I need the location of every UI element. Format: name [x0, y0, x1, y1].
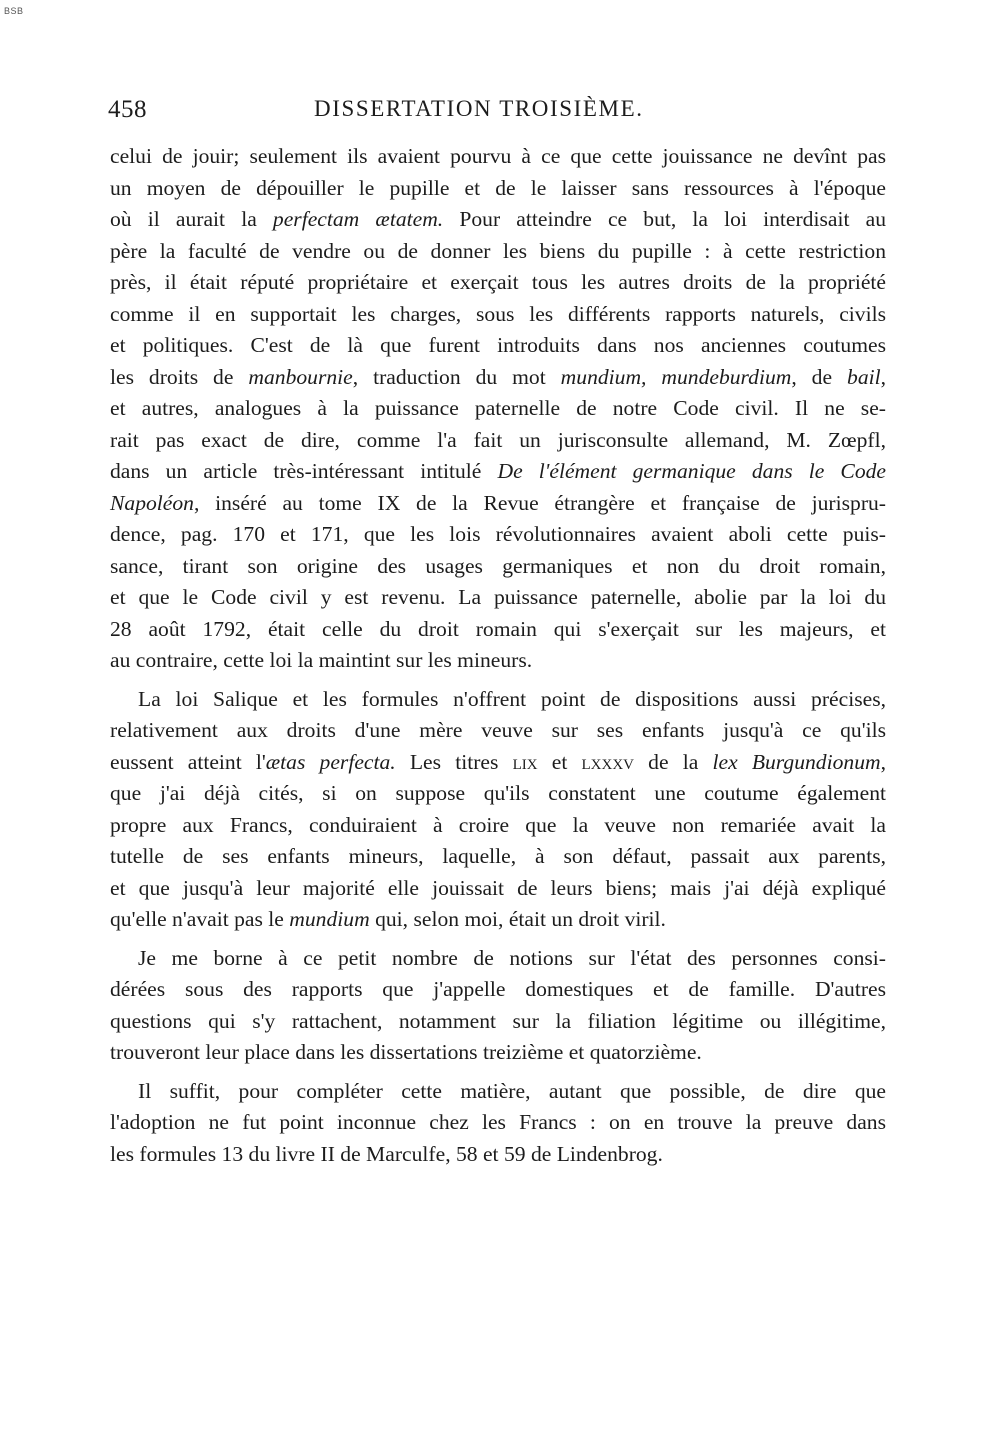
text-segment: propre aux Francs, conduiraient à croire que la veuve non remariée avait la: [110, 812, 886, 837]
text-line: [110, 1076, 886, 1108]
text-line: [110, 1107, 886, 1139]
text-segment: Pour atteindre ce but, la loi interdisait au: [443, 207, 886, 231]
paragraph: [110, 684, 886, 936]
text-line: [110, 684, 886, 716]
paragraph: [110, 943, 886, 1069]
text-line: [110, 943, 886, 975]
text-line: [110, 141, 886, 173]
text-segment: les droits de: [110, 364, 249, 389]
text-segment: dans un article très-intéressant intitulé: [110, 459, 498, 483]
italic-text: lex Burgundionum: [712, 749, 881, 774]
library-stamp: BSB: [4, 6, 24, 16]
text-line: [110, 551, 886, 583]
text-line: [110, 236, 886, 268]
running-title: DISSERTATION TROISIÈME.: [314, 96, 644, 121]
body-text: [110, 141, 886, 1170]
text-line: [110, 645, 886, 677]
text-line: [110, 362, 886, 394]
text-segment: père la faculté de vendre ou de donner les biens du pupille : à cette restriction: [110, 238, 886, 263]
text-line: [110, 519, 886, 551]
text-segment: , traduction du mot: [352, 364, 561, 389]
text-line: [110, 810, 886, 842]
text-segment: et que jusqu'à leur majorité elle jouissait de leurs biens; mais j'ai déjà expliqué: [110, 875, 886, 900]
text-segment: sance, tirant son origine des usages germaniques et non du droit romain,: [110, 553, 886, 578]
text-segment: Il suffit, pour compléter cette matière, autant que possible, de dire que: [138, 1078, 886, 1103]
page-header: [108, 96, 893, 132]
text-segment: et politiques. C'est de là que furent introduits dans nos anciennes coutumes: [110, 333, 886, 357]
text-line: [110, 1139, 886, 1171]
text-line: [110, 904, 886, 936]
text-segment: ,: [880, 749, 886, 774]
text-line: [110, 841, 886, 873]
text-segment: dence, pag. 170 et 171, que les lois révolutionnaires avaient aboli cette puis-: [110, 522, 886, 546]
small-caps-text: lix: [512, 749, 538, 774]
text-line: [110, 299, 886, 331]
text-segment: comme il en supportait les charges, sous les différents rapports naturels, civils: [110, 301, 886, 326]
text-line: [110, 173, 886, 205]
text-line: [110, 1006, 886, 1038]
text-line: [110, 1037, 886, 1069]
text-segment: eussent atteint l': [110, 749, 266, 774]
text-segment: qu'elle n'avait pas le: [110, 907, 290, 931]
text-segment: 28 août 1792, était celle du droit romain qui s'exerçait sur les majeurs, et: [110, 616, 886, 641]
italic-text: De l'élément germanique dans le Code: [497, 459, 887, 483]
text-line: [110, 747, 886, 779]
text-segment: un moyen de dépouiller le pupille et de le laisser sans ressources à l'époque: [110, 175, 886, 200]
italic-text: mundium, mundeburdium: [560, 364, 792, 389]
italic-text: perfectam ætatem.: [272, 207, 444, 231]
text-segment: et autres, analogues à la puissance paternelle de notre Code civil. Il ne se-: [110, 396, 886, 420]
text-line: [110, 456, 886, 488]
italic-text: bail: [847, 364, 881, 389]
text-segment: Les titres: [395, 749, 513, 774]
text-segment: questions qui s'y rattachent, notamment sur la filiation légitime ou illégitime,: [110, 1008, 886, 1033]
text-segment: de la: [634, 749, 713, 774]
text-segment: ,: [880, 364, 887, 389]
italic-text: mundium: [289, 907, 370, 931]
text-segment: que j'ai déjà cités, si on suppose qu'ils constatent une coutume également: [110, 781, 886, 805]
text-line: [110, 488, 886, 520]
text-segment: tutelle de ses enfants mineurs, laquelle, à son défaut, passait aux parents,: [110, 844, 886, 868]
text-segment: trouveront leur place dans les dissertations treizième et quatorzième.: [110, 1040, 702, 1064]
text-line: [110, 778, 886, 810]
text-line: [110, 614, 886, 646]
text-line: [110, 330, 886, 362]
text-segment: près, il était réputé propriétaire et exerçait tous les autres droits de la propriété: [110, 270, 886, 294]
text-segment: et: [537, 749, 582, 774]
text-segment: , de: [791, 364, 848, 389]
text-line: [110, 873, 886, 905]
text-segment: au contraire, cette loi la maintint sur les mineurs.: [110, 648, 533, 672]
small-caps-text: lxxxv: [581, 749, 634, 774]
text-line: [110, 204, 886, 236]
text-segment: La loi Salique et les formules n'offrent point de dispositions aussi précises,: [138, 686, 886, 711]
text-line: [110, 974, 886, 1006]
text-segment: l'adoption ne fut point inconnue chez les Francs : on en trouve la preuve dans: [110, 1110, 886, 1134]
page-number: 458: [108, 96, 147, 123]
text-line: [110, 582, 886, 614]
text-segment: les formules 13 du livre II de Marculfe, 58 et 59 de Lindenbrog.: [110, 1141, 663, 1166]
italic-text: Napoléon: [110, 490, 194, 515]
text-segment: Je me borne à ce petit nombre de notions sur l'état des personnes consi-: [138, 945, 886, 970]
text-segment: celui de jouir; seulement ils avaient pourvu à ce que cette jouissance ne devînt pas: [110, 144, 886, 168]
text-segment: et que le Code civil y est revenu. La puissance paternelle, abolie par la loi du: [110, 585, 886, 609]
text-segment: relativement aux droits d'une mère veuve sur ses enfants jusqu'à ce qu'ils: [110, 718, 886, 742]
text-segment: où il aurait la: [110, 207, 273, 231]
text-segment: qui, selon moi, était un droit viril.: [369, 907, 666, 931]
text-segment: , inséré au tome IX de la Revue étrangère et française de jurispru-: [193, 490, 886, 515]
text-line: [110, 425, 886, 457]
italic-text: manbournie: [248, 364, 353, 389]
text-line: [110, 267, 886, 299]
paragraph: [110, 141, 886, 677]
text-line: [110, 715, 886, 747]
italic-text: ætas perfecta.: [265, 749, 396, 774]
text-segment: dérées sous des rapports que j'appelle domestiques et de famille. D'autres: [110, 977, 886, 1001]
text-line: [110, 393, 886, 425]
paragraph: [110, 1076, 886, 1171]
text-segment: rait pas exact de dire, comme l'a fait un jurisconsulte allemand, M. Zœpfl,: [110, 427, 886, 452]
